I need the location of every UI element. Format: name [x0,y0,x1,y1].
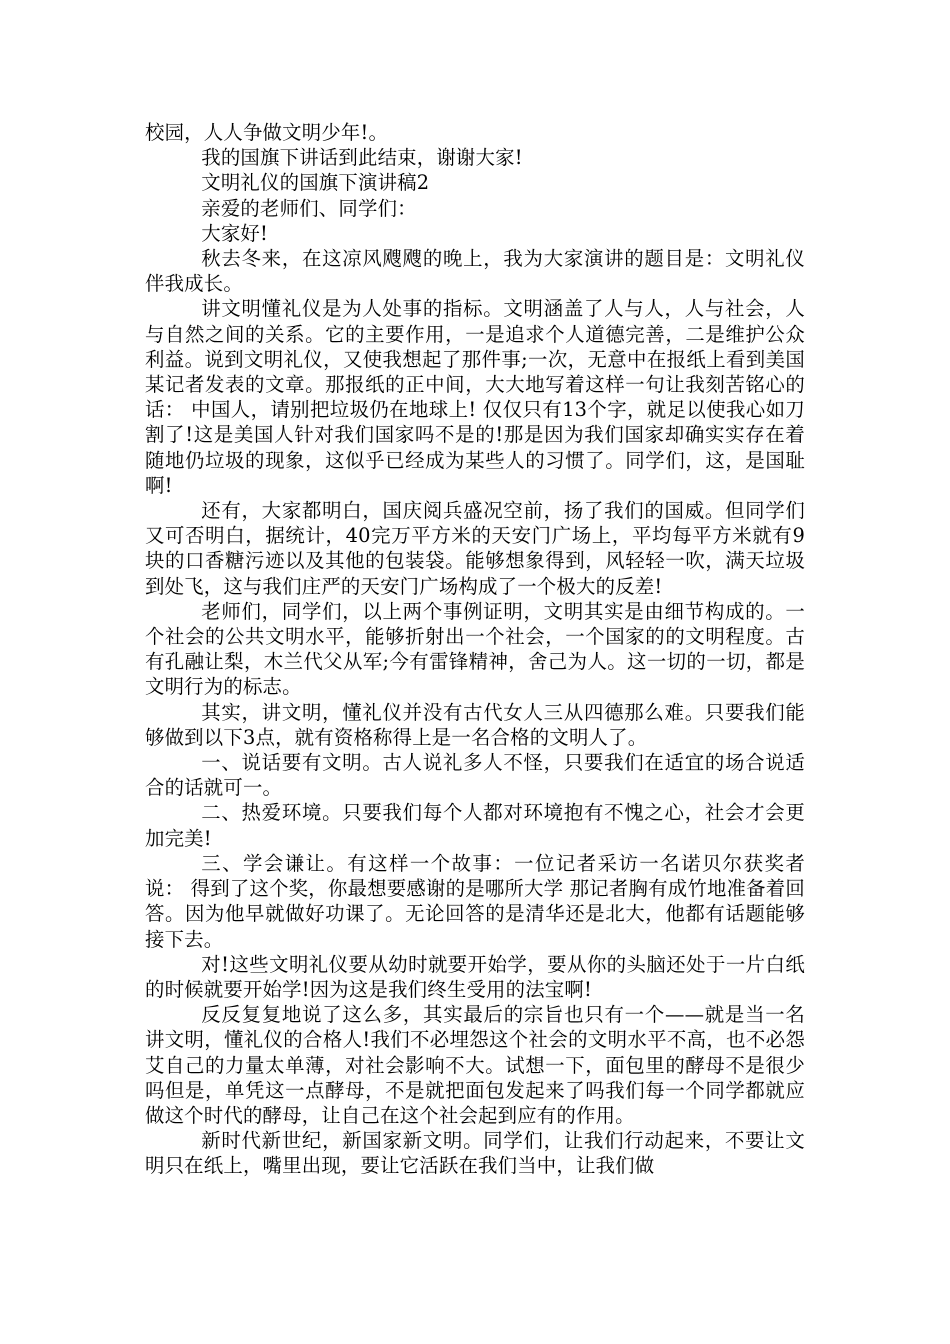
paragraph-body: 对!这些文明礼仪要从幼时就要开始学，要从你的头脑还处于一片白纸的时候就要开始学!因为这是我们终生受用的法宝啊! [145,952,805,1001]
paragraph-point-one: 一、说话要有文明。古人说礼多人不怪，只要我们在适宜的场合说适合的话就可一。 [145,751,805,800]
paragraph-body: 反反复复地说了这么多，其实最后的宗旨也只有一个——就是当一名讲文明，懂礼仪的合格人!我们不必埋怨这个社会的文明水平不高，也不必怨艾自己的力量太单薄，对社会影响不大。试想一下，面包里的酵母不是很少吗但是，单凭这一点酵母，不是就把面包发起来了吗我们每一个同学都就应做这个时代的酵母，让自己在这个社会起到应有的作用。 [145,1003,805,1127]
paragraph-point-three: 三、学会谦让。有这样一个故事：一位记者采访一名诺贝尔获奖者说： 得到了这个奖，你最想要感谢的是哪所大学 那记者胸有成竹地准备着回答。因为他早就做好功课了。无论回答的是清华还是北大，他都有话题能够接下去。 [145,851,805,951]
paragraph-intro-line: 校园，人人争做文明少年!。 [145,121,389,144]
paragraph-body: 讲文明懂礼仪是为人处事的指标。文明涵盖了人与人，人与社会，人与自然之间的关系。它的主要作用，一是追求个人道德完善，二是维护公众利益。说到文明礼仪，又使我想起了那件事;一次，无意中在报纸上看到美国某记者发表的文章。那报纸的正中间，大大地写着这样一句让我刻苦铭心的话： 中国人，请别把垃圾仍在地球上! 仅仅只有13个字，就足以使我心如刀割了!这是美国人针对我们国家吗不是的!那是因为我们国家却确实实存在着随地仍垃圾的现象，这似乎已经成为某些人的习惯了。同学们，这，是国耻啊! [145,297,805,497]
paragraph-closing-remark: 我的国旗下讲话到此结束，谢谢大家! [201,146,523,170]
paragraph-salutation: 亲爱的老师们、同学们： [201,196,417,220]
paragraph-body: 新时代新世纪，新国家新文明。同学们，让我们行动起来，不要让文明只在纸上，嘴里出现，要让它活跃在我们当中，让我们做 [145,1129,805,1178]
paragraph-greeting: 大家好! [201,221,269,245]
paragraph-body: 其实，讲文明，懂礼仪并没有古代女人三从四德那么难。只要我们能够做到以下3点，就有资格称得上是一名合格的文明人了。 [145,700,805,749]
paragraph-topic: 秋去冬来，在这凉风飕飕的晚上，我为大家演讲的题目是：文明礼仪伴我成长。 [145,247,805,296]
paragraph-body: 老师们，同学们，以上两个事例证明，文明其实是由细节构成的。一个社会的公共文明水平，能够折射出一个社会，一个国家的的文明程度。古有孔融让梨，木兰代父从军;今有雷锋精神，舍己为人。这一切的一切，都是文明行为的标志。 [145,599,805,699]
paragraph-body: 还有，大家都明白，国庆阅兵盛况空前，扬了我们的国威。但同学们又可否明白，据统计，40完万平方米的天安门广场上，平均每平方米就有9块的口香糖污迹以及其他的包装袋。能够想象得到，风轻轻一吹，满天垃圾到处飞，这与我们庄严的天安门广场构成了一个极大的反差! [145,499,805,598]
paragraph-point-two: 二、热爱环境。只要我们每个人都对环境抱有不愧之心，社会才会更加完美! [145,801,805,850]
document-body [145,120,805,1179]
paragraph-speech-title: 文明礼仪的国旗下演讲稿2 [201,171,430,195]
